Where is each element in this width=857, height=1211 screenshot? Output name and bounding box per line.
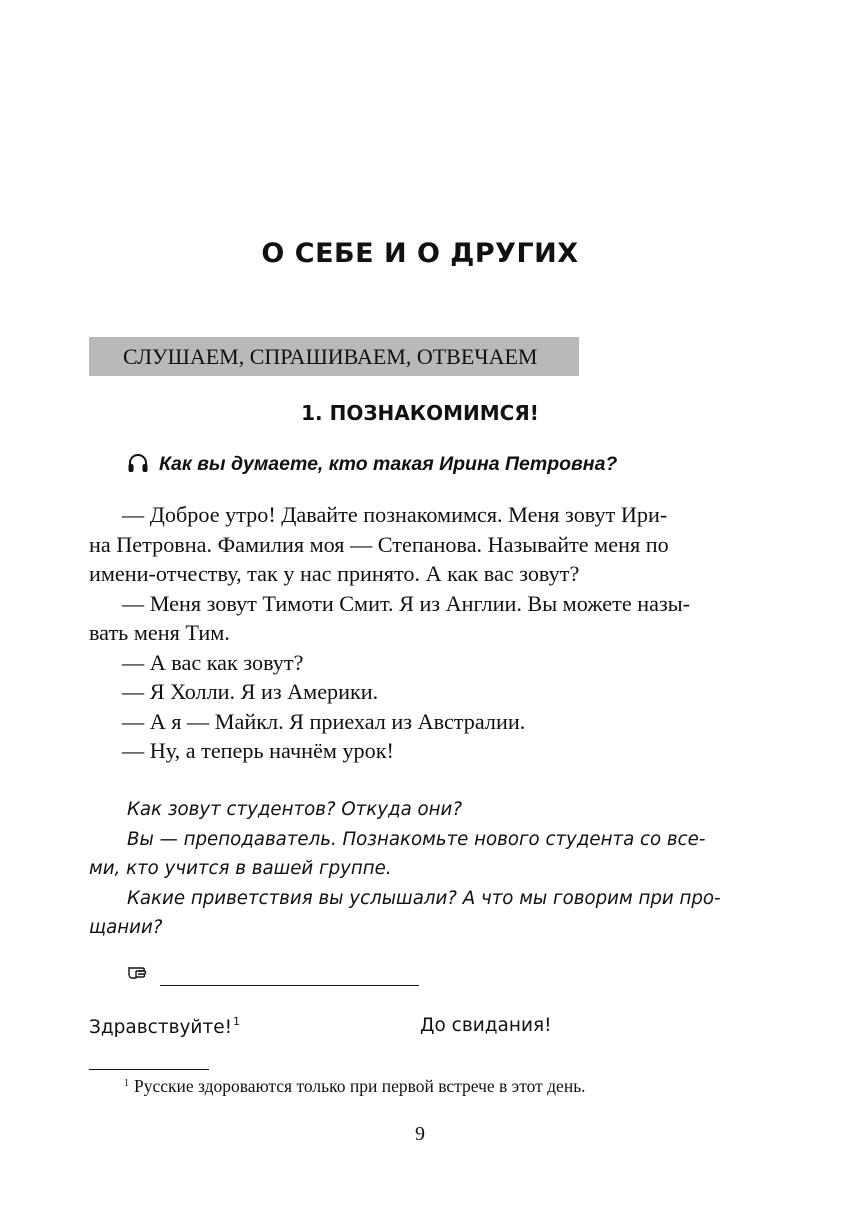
task-paragraph (89, 795, 749, 825)
footnote-reference: 1 (233, 1015, 241, 1028)
dialog-line: — Меня зовут Тимоти Смит. Я из Англии. Вы можете назы- (122, 590, 690, 616)
headphones-icon (127, 453, 149, 473)
task-paragraph (89, 884, 749, 943)
answer-blank-line (160, 985, 419, 986)
lesson-title: 1. ПОЗНАКОМИМСЯ! (301, 401, 539, 425)
footnote-divider (89, 1069, 209, 1070)
dialog-line: — А я — Майкл. Я приехал из Австралии. (122, 708, 526, 734)
pointing-hand-icon (127, 962, 153, 980)
dialog-line: имени-отчеству, так у нас принято. А как вас зовут? (89, 561, 580, 586)
footnote-marker: 1 (124, 1078, 129, 1089)
dialog-paragraph (89, 677, 749, 707)
dialog-line: на Петровна. Фамилия моя — Степанова. Называйте меня по (89, 531, 669, 557)
task-line: щании? (89, 917, 163, 938)
footnote-text: Русские здороваются только при первой встрече в этот день. (134, 1076, 586, 1096)
dialog-paragraph (89, 648, 749, 678)
task-line: Какие приветствия вы услышали? А что мы говорим при про- (127, 887, 721, 909)
dialog-paragraph (89, 589, 749, 648)
dialog-line: вать меня Тим. (89, 620, 230, 645)
listening-task (127, 453, 617, 476)
listening-question: Как вы думаете, кто такая Ирина Петровна? (159, 453, 618, 475)
task-paragraph (89, 825, 749, 884)
greeting-hello (89, 1015, 240, 1038)
dialog-text (89, 500, 749, 766)
section-label: СЛУШАЕМ, СПРАШИВАЕМ, ОТВЕЧАЕМ (123, 344, 538, 369)
dialog-paragraph (89, 707, 749, 737)
dialog-line: — Я Холли. Я из Америки. (122, 679, 379, 704)
task-line: ми, кто учится в вашей группе. (89, 858, 392, 879)
task-questions (89, 795, 749, 943)
footnote (124, 1076, 586, 1097)
task-line: Вы — преподаватель. Познакомьте нового студента со все- (127, 828, 706, 850)
chapter-title: О СЕБЕ И О ДРУГИХ (261, 238, 579, 269)
task-line: Как зовут студентов? Откуда они? (127, 799, 463, 820)
dialog-paragraph (89, 736, 749, 766)
dialog-line: — Ну, а теперь начнём урок! (122, 738, 394, 763)
dialog-line: — А вас как зовут? (122, 649, 304, 675)
dialog-line: — Доброе утро! Давайте познакомимся. Меня зовут Ири- (122, 502, 668, 527)
greeting-goodbye: До свидания! (420, 1015, 552, 1036)
section-banner (89, 337, 579, 376)
greeting-hello-text: Здравствуйте! (89, 1017, 233, 1038)
page-number: 9 (415, 1123, 425, 1145)
dialog-paragraph (89, 500, 749, 589)
